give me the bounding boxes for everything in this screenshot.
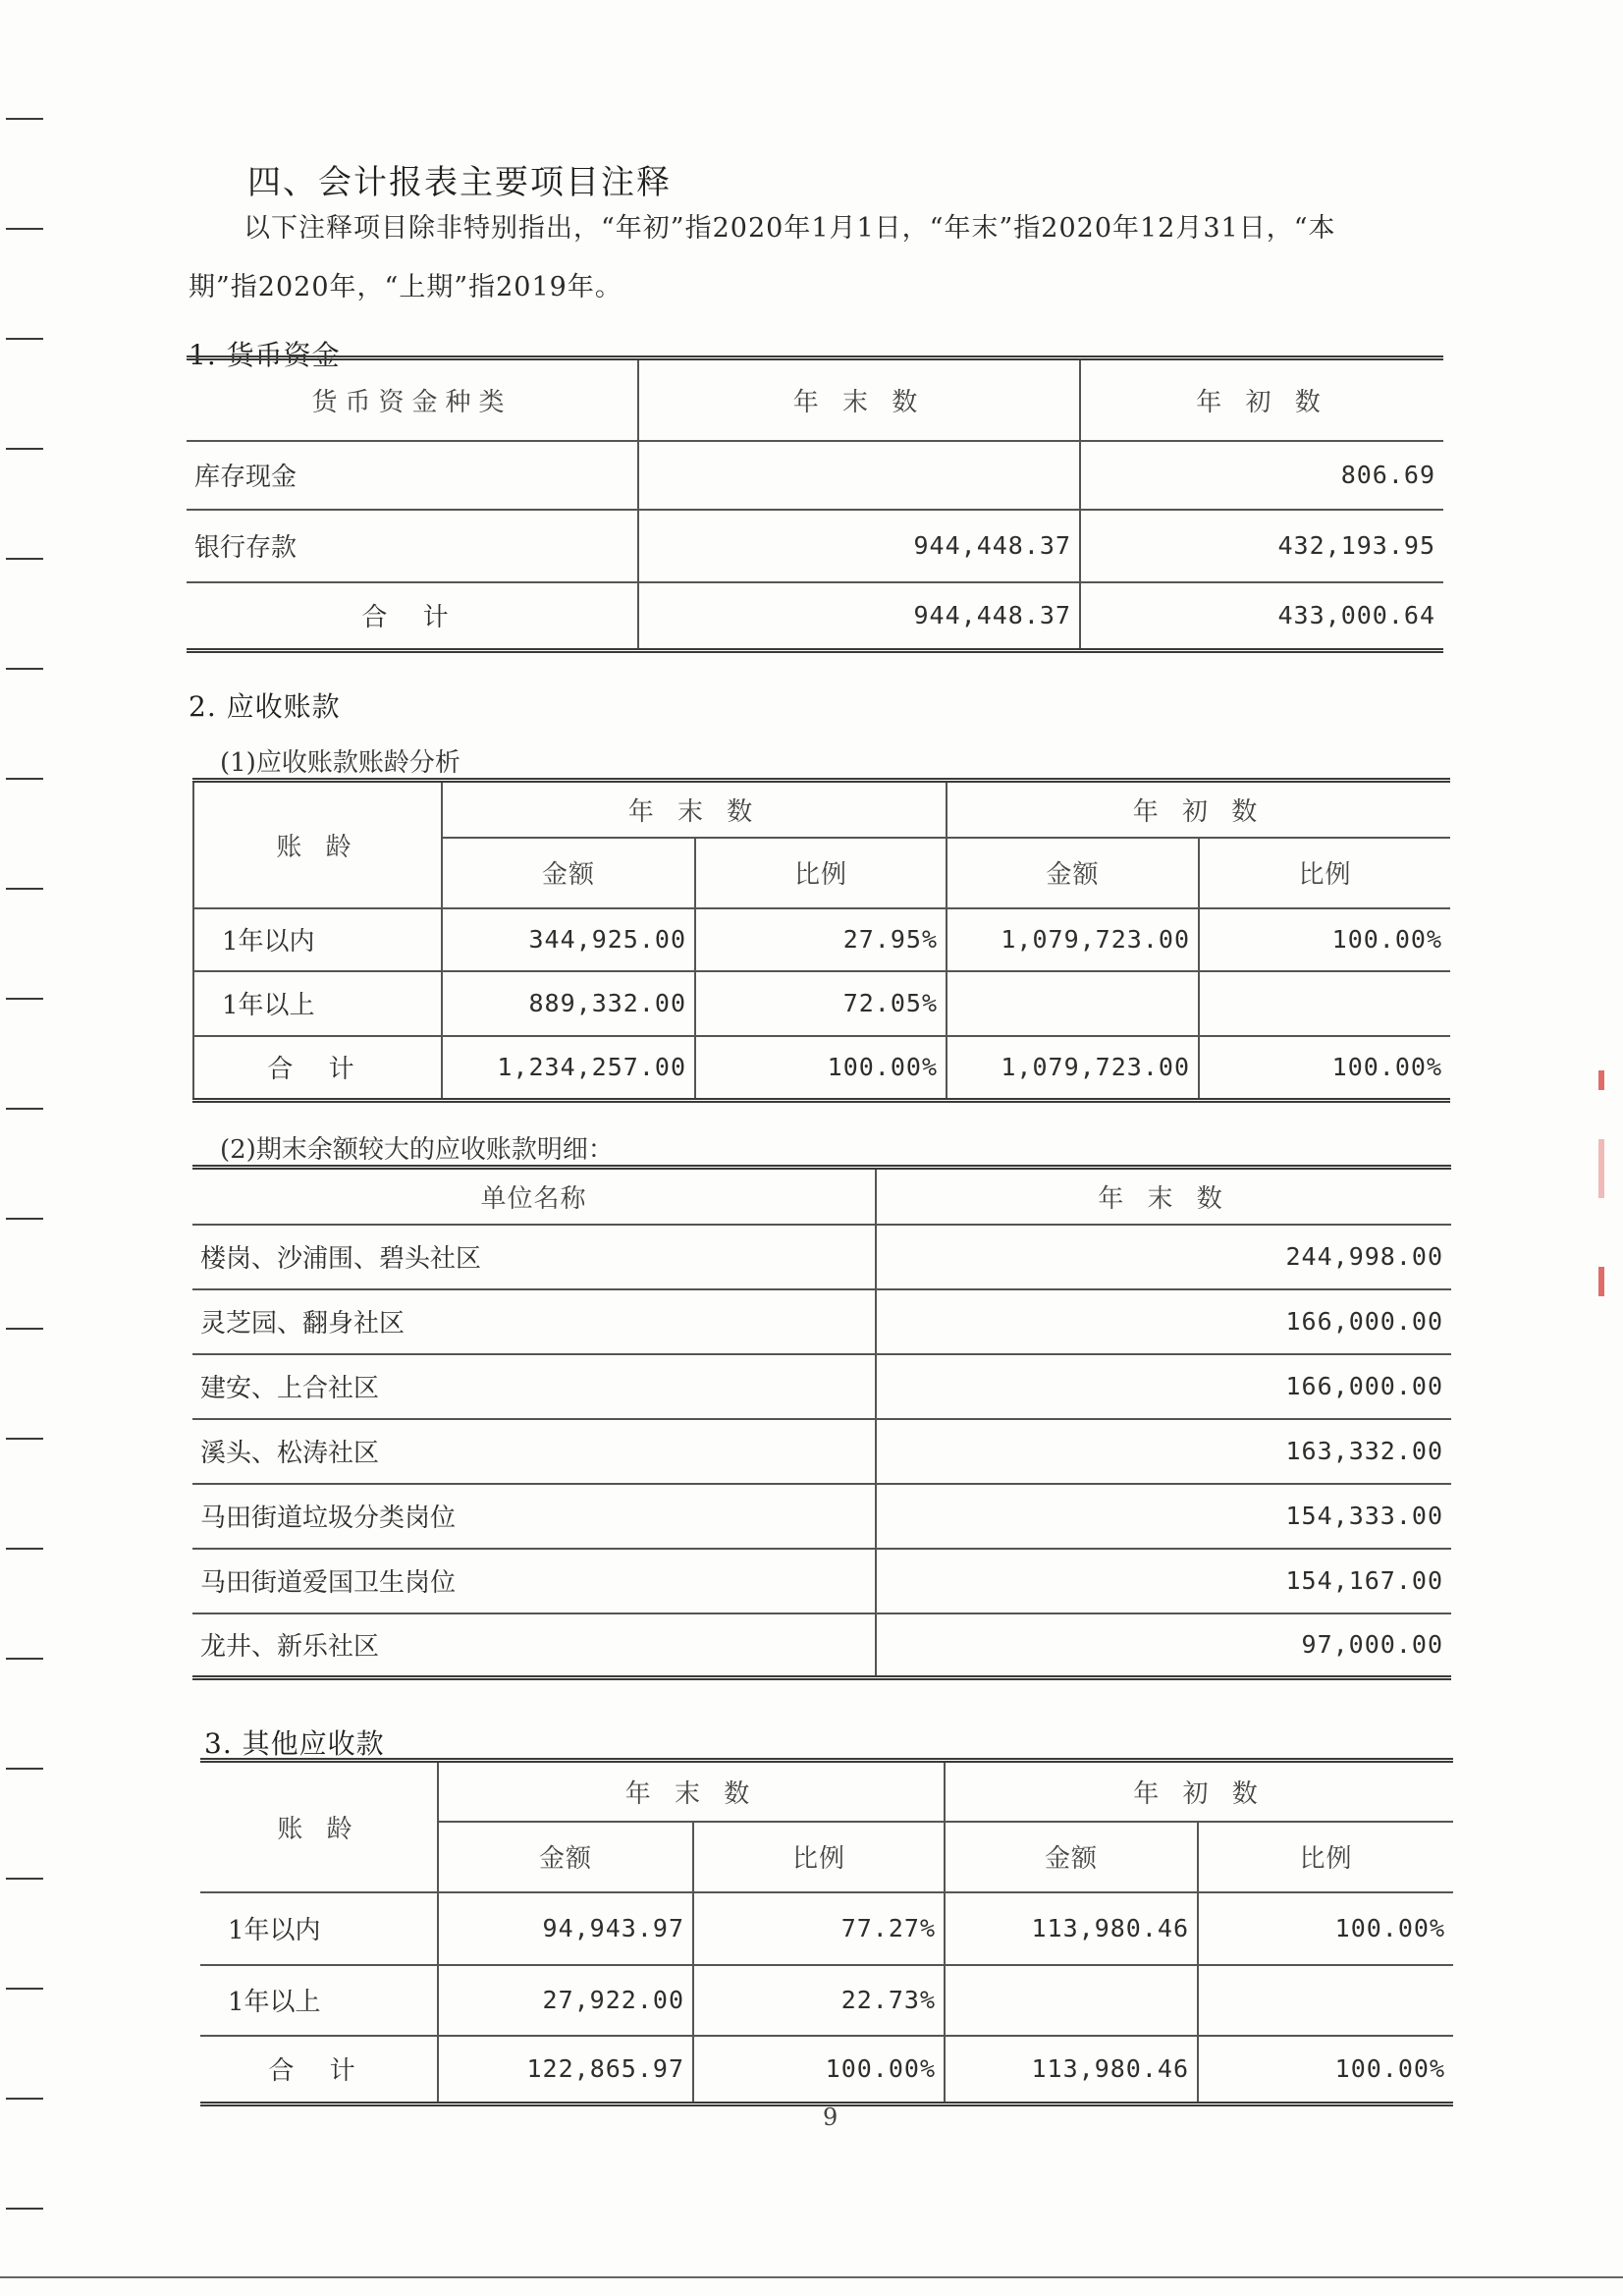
column-header: 金额 [945, 1822, 1198, 1892]
cell-amount: 154,333.00 [876, 1484, 1451, 1549]
page-bottom-edge [0, 2276, 1623, 2278]
cash-table [187, 355, 1443, 653]
column-header: 年 末 数 [876, 1168, 1451, 1225]
binder-mark [6, 1878, 43, 1880]
table-row [192, 1354, 1451, 1419]
cell-begin-ratio: 100.00% [1199, 908, 1450, 971]
cell-unit-name: 溪头、松涛社区 [192, 1419, 876, 1484]
cell-end: 944,448.37 [638, 510, 1080, 582]
cell-begin-ratio [1199, 971, 1450, 1036]
other-receivables-table [200, 1758, 1453, 2106]
binder-mark [6, 2208, 43, 2210]
column-header: 年 末 数 [638, 358, 1080, 441]
receivables-aging-table [192, 778, 1450, 1103]
cell-end-amount: 27,922.00 [438, 1965, 693, 2036]
cell-unit-name: 龙井、新乐社区 [192, 1613, 876, 1678]
table-row [187, 582, 1443, 651]
table-row [192, 1613, 1451, 1678]
cell-begin-ratio: 100.00% [1198, 1892, 1453, 1965]
binder-mark [6, 778, 43, 780]
binder-mark [6, 668, 43, 670]
other-receivables-section-title: 3. 其他应收款 [204, 1727, 385, 1760]
cell-end-amount: 889,332.00 [442, 971, 695, 1036]
binder-mark [6, 1438, 43, 1440]
column-header: 年 初 数 [947, 781, 1450, 838]
cell-begin-amount: 113,980.46 [945, 1892, 1198, 1965]
cell-total-label: 合 计 [200, 2036, 438, 2105]
binder-mark [6, 998, 43, 1000]
cell-aging: 1年以上 [193, 971, 442, 1036]
column-header: 货币资金种类 [187, 358, 638, 441]
binder-mark [6, 1768, 43, 1770]
cell-begin-amount [947, 971, 1199, 1036]
cell-end-amount: 94,943.97 [438, 1892, 693, 1965]
cell-name: 库存现金 [187, 441, 638, 510]
cell-begin: 806.69 [1080, 441, 1443, 510]
table-row [193, 908, 1450, 971]
cell-aging: 1年以内 [200, 1892, 438, 1965]
binder-mark [6, 1108, 43, 1110]
intro-line-2: 期”指2020年，“上期”指2019年。 [189, 272, 622, 302]
cell-begin: 432,193.95 [1080, 510, 1443, 582]
seal-edge-mark [1598, 1070, 1604, 1090]
cell-amount: 244,998.00 [876, 1225, 1451, 1289]
column-header: 比例 [1198, 1822, 1453, 1892]
cell-unit-name: 建安、上合社区 [192, 1354, 876, 1419]
cell-begin-amount: 1,079,723.00 [947, 1036, 1199, 1101]
cell-end [638, 441, 1080, 510]
column-header: 账 龄 [193, 781, 442, 908]
cell-end-ratio: 72.05% [695, 971, 947, 1036]
column-header: 年 末 数 [438, 1761, 945, 1822]
table-row [193, 1036, 1450, 1101]
table-row [200, 1965, 1453, 2036]
binder-mark [6, 1328, 43, 1330]
cell-amount: 154,167.00 [876, 1549, 1451, 1613]
intro-line-1: 以下注释项目除非特别指出，“年初”指2020年1月1日，“年末”指2020年12月31日，“本 [243, 213, 1336, 244]
aging-subtitle: (1)应收账款账龄分析 [220, 748, 460, 778]
cell-end-amount: 1,234,257.00 [442, 1036, 695, 1101]
binder-mark [6, 338, 43, 340]
binder-mark [6, 118, 43, 120]
binder-mark [6, 1218, 43, 1220]
cell-begin-amount: 1,079,723.00 [947, 908, 1199, 971]
binder-mark [6, 2098, 43, 2100]
cell-aging: 1年以上 [200, 1965, 438, 2036]
table-row [192, 1289, 1451, 1354]
table-row [192, 1484, 1451, 1549]
receivables-detail-table [192, 1165, 1451, 1680]
column-header: 比例 [693, 1822, 945, 1892]
detail-subtitle: (2)期末余额较大的应收账款明细： [220, 1135, 614, 1165]
cell-aging: 1年以内 [193, 908, 442, 971]
column-header: 金额 [438, 1822, 693, 1892]
cell-unit-name: 马田街道垃圾分类岗位 [192, 1484, 876, 1549]
cell-end-ratio: 100.00% [693, 2036, 945, 2105]
cell-unit-name: 马田街道爱国卫生岗位 [192, 1549, 876, 1613]
cell-amount: 166,000.00 [876, 1289, 1451, 1354]
binder-mark [6, 558, 43, 560]
table-header-row [200, 1761, 1453, 1822]
table-row [187, 441, 1443, 510]
cell-amount: 163,332.00 [876, 1419, 1451, 1484]
binder-mark [6, 448, 43, 450]
column-header: 比例 [1199, 838, 1450, 908]
cell-unit-name: 灵芝园、翻身社区 [192, 1289, 876, 1354]
table-row [192, 1419, 1451, 1484]
cell-end-amount: 344,925.00 [442, 908, 695, 971]
cell-begin-ratio [1198, 1965, 1453, 2036]
binder-mark [6, 228, 43, 230]
cell-unit-name: 楼岗、沙浦围、碧头社区 [192, 1225, 876, 1289]
receivables-section-title: 2. 应收账款 [189, 690, 341, 723]
cell-begin-ratio: 100.00% [1199, 1036, 1450, 1101]
cell-end-ratio: 27.95% [695, 908, 947, 971]
cell-amount: 97,000.00 [876, 1613, 1451, 1678]
cell-total-label: 合 计 [187, 582, 638, 651]
table-header-row [187, 358, 1443, 441]
column-header: 年 初 数 [1080, 358, 1443, 441]
table-row [187, 510, 1443, 582]
cell-end-amount: 122,865.97 [438, 2036, 693, 2105]
cell-begin: 433,000.64 [1080, 582, 1443, 651]
binder-mark [6, 888, 43, 890]
cell-end-ratio: 22.73% [693, 1965, 945, 2036]
table-header-row [192, 1168, 1451, 1225]
cell-begin-ratio: 100.00% [1198, 2036, 1453, 2105]
cell-amount: 166,000.00 [876, 1354, 1451, 1419]
table-row [200, 1892, 1453, 1965]
cell-end-ratio: 100.00% [695, 1036, 947, 1101]
cell-begin-amount: 113,980.46 [945, 2036, 1198, 2105]
cell-name: 银行存款 [187, 510, 638, 582]
table-row [192, 1549, 1451, 1613]
table-row [192, 1225, 1451, 1289]
cell-begin-amount [945, 1965, 1198, 2036]
column-header: 年 末 数 [442, 781, 947, 838]
cash-section-title: 1. 货币资金 [189, 339, 341, 371]
cell-end-ratio: 77.27% [693, 1892, 945, 1965]
column-header: 年 初 数 [945, 1761, 1453, 1822]
binder-mark [6, 1548, 43, 1550]
page-number: 9 [823, 2104, 839, 2131]
table-row [193, 971, 1450, 1036]
column-header: 金额 [947, 838, 1199, 908]
section-title: 四、会计报表主要项目注释 [247, 163, 672, 202]
column-header: 账 龄 [200, 1761, 438, 1892]
column-header: 金额 [442, 838, 695, 908]
column-header: 比例 [695, 838, 947, 908]
column-header: 单位名称 [192, 1168, 876, 1225]
seal-edge-mark [1598, 1139, 1604, 1198]
table-header-row [193, 781, 1450, 838]
binder-mark [6, 1658, 43, 1660]
table-row [200, 2036, 1453, 2105]
binder-mark [6, 1988, 43, 1990]
cell-total-label: 合 计 [193, 1036, 442, 1101]
seal-edge-mark [1598, 1267, 1604, 1296]
cell-end: 944,448.37 [638, 582, 1080, 651]
